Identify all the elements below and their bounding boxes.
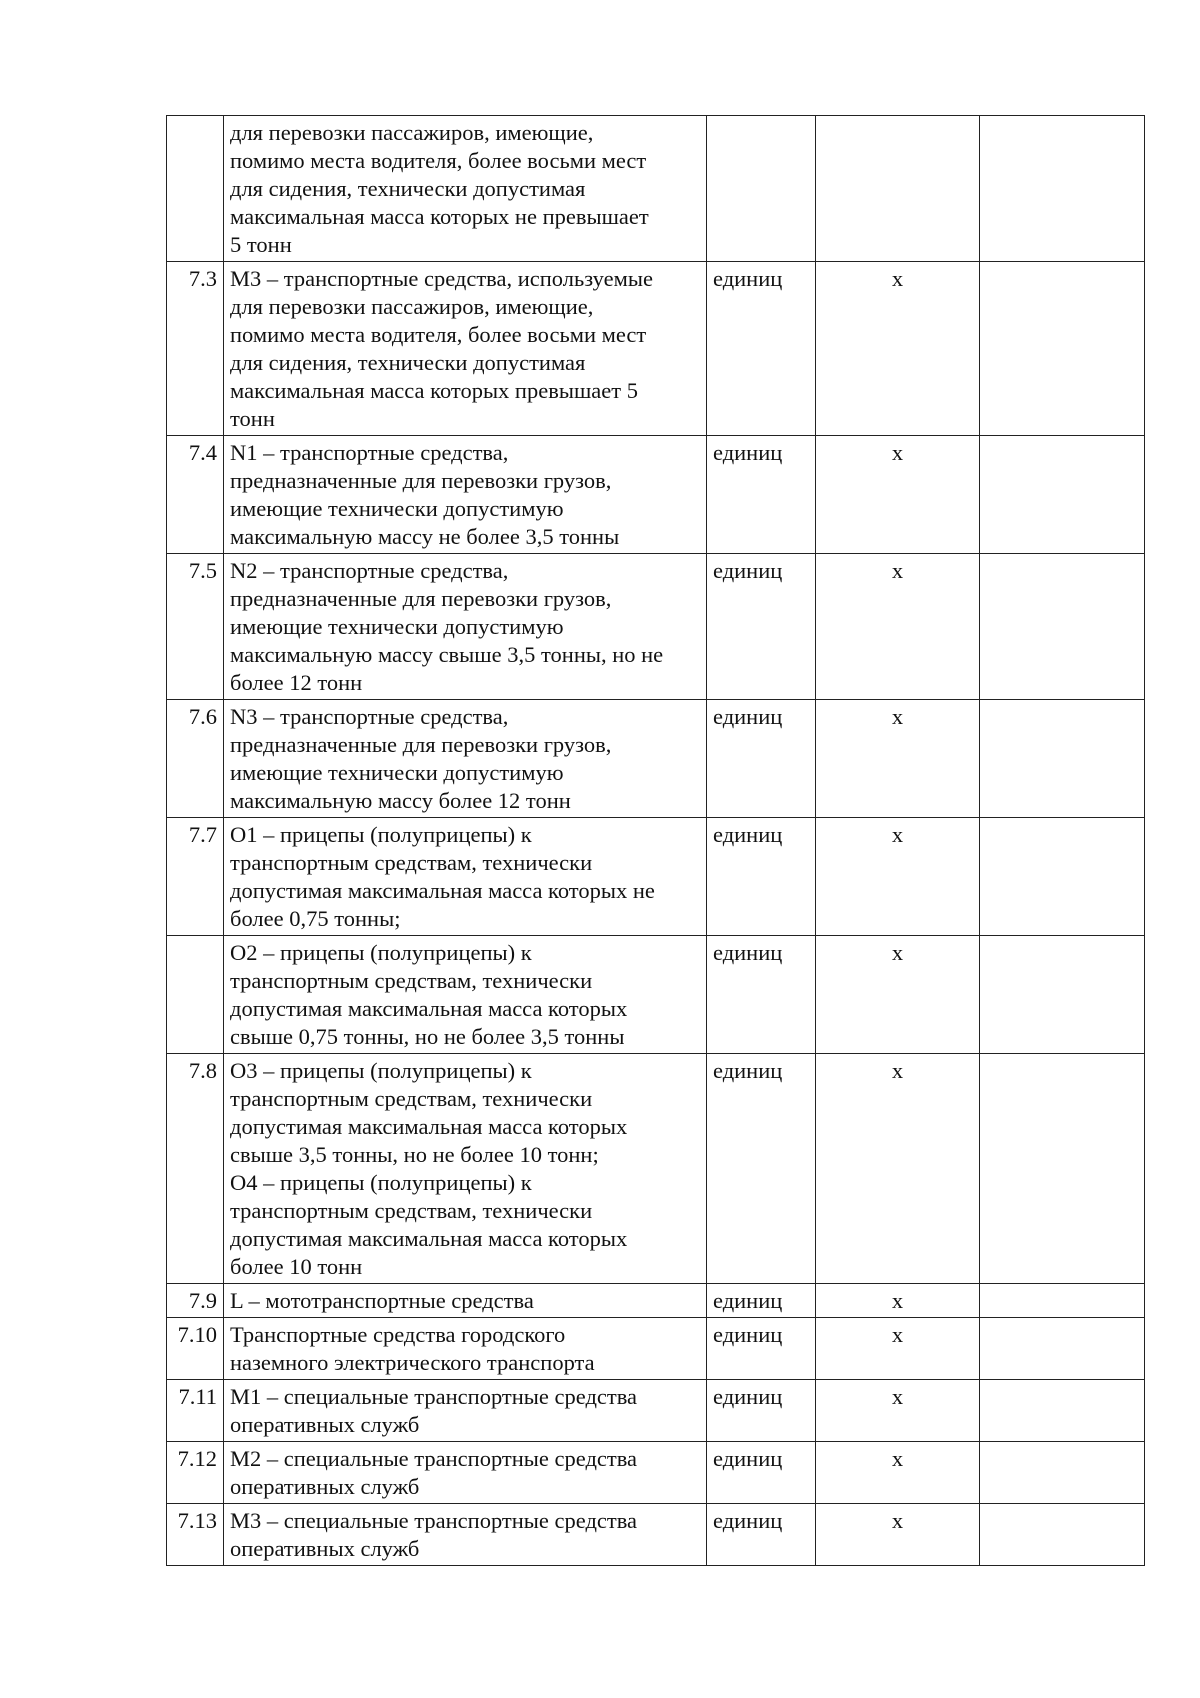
description-line: транспортным средствам, технически [230, 968, 593, 993]
description-line: наземного электрического транспорта [230, 1350, 595, 1375]
description-line: более 10 тонн [230, 1254, 363, 1279]
description-line: О3 – прицепы (полуприцепы) к [230, 1058, 532, 1083]
description-line: свыше 0,75 тонны, но не более 3,5 тонны [230, 1024, 625, 1049]
description-line: для перевозки пассажиров, имеющие, [230, 120, 594, 145]
description-line: допустимая максимальная масса которых [230, 996, 628, 1021]
row-number: 7.9 [167, 1284, 224, 1318]
table-row [167, 262, 1145, 436]
row-description [224, 1284, 707, 1318]
row-number: 7.8 [167, 1054, 224, 1284]
table-row [167, 1504, 1145, 1566]
row-value-mark: х [816, 700, 980, 818]
description-line: максимальная масса которых не превышает [230, 204, 649, 229]
description-line: допустимая максимальная масса которых [230, 1114, 628, 1139]
row-number: 7.12 [167, 1442, 224, 1504]
row-value-mark: х [816, 1504, 980, 1566]
row-description [224, 1504, 707, 1566]
description-line: Транспортные средства городского [230, 1322, 566, 1347]
row-empty-cell [980, 116, 1145, 262]
row-number: 7.10 [167, 1318, 224, 1380]
description-line: транспортным средствам, технически [230, 1086, 593, 1111]
row-value-mark: х [816, 1442, 980, 1504]
description-line: помимо места водителя, более восьми мест [230, 322, 647, 347]
row-description [224, 436, 707, 554]
row-unit: единиц [707, 262, 816, 436]
row-unit: единиц [707, 436, 816, 554]
row-empty-cell [980, 1054, 1145, 1284]
row-value-mark: х [816, 1284, 980, 1318]
description-line: N2 – транспортные средства, [230, 558, 509, 583]
description-line: оперативных служб [230, 1536, 420, 1561]
description-line: имеющие технически допустимую [230, 496, 564, 521]
description-line: имеющие технически допустимую [230, 760, 564, 785]
description-line: тонн [230, 406, 275, 431]
row-empty-cell [980, 1380, 1145, 1442]
description-line: максимальную массу более 12 тонн [230, 788, 571, 813]
description-line: М2 – специальные транспортные средства [230, 1446, 638, 1471]
row-unit: единиц [707, 700, 816, 818]
description-line: для перевозки пассажиров, имеющие, [230, 294, 594, 319]
row-unit: единиц [707, 1442, 816, 1504]
row-empty-cell [980, 1504, 1145, 1566]
description-line: предназначенные для перевозки грузов, [230, 586, 612, 611]
description-line: М3 – транспортные средства, используемые [230, 266, 653, 291]
description-line: оперативных служб [230, 1412, 420, 1437]
row-number: 7.4 [167, 436, 224, 554]
row-description [224, 262, 707, 436]
description-line: О1 – прицепы (полуприцепы) к [230, 822, 532, 847]
table-row [167, 936, 1145, 1054]
description-line: транспортным средствам, технически [230, 850, 593, 875]
table-row [167, 1284, 1145, 1318]
table-row [167, 554, 1145, 700]
row-value-mark: х [816, 936, 980, 1054]
description-line: О4 – прицепы (полуприцепы) к [230, 1170, 532, 1195]
row-unit [707, 116, 816, 262]
description-line: допустимая максимальная масса которых [230, 1226, 628, 1251]
row-description [224, 1318, 707, 1380]
description-line: N1 – транспортные средства, [230, 440, 509, 465]
description-line: более 0,75 тонны; [230, 906, 401, 931]
row-value-mark: х [816, 262, 980, 436]
row-empty-cell [980, 554, 1145, 700]
table-row [167, 1318, 1145, 1380]
row-unit: единиц [707, 1504, 816, 1566]
table-row [167, 818, 1145, 936]
description-line: 5 тонн [230, 232, 292, 257]
row-number: 7.5 [167, 554, 224, 700]
row-empty-cell [980, 436, 1145, 554]
row-description [224, 554, 707, 700]
description-line: допустимая максимальная масса которых не [230, 878, 655, 903]
table-row [167, 700, 1145, 818]
row-unit: единиц [707, 1318, 816, 1380]
row-number: 7.3 [167, 262, 224, 436]
row-number: 7.13 [167, 1504, 224, 1566]
row-number: 7.11 [167, 1380, 224, 1442]
row-empty-cell [980, 936, 1145, 1054]
row-value-mark: х [816, 1054, 980, 1284]
table-body [167, 116, 1145, 1566]
description-line: имеющие технически допустимую [230, 614, 564, 639]
row-value-mark: х [816, 436, 980, 554]
row-description [224, 936, 707, 1054]
row-number [167, 936, 224, 1054]
row-empty-cell [980, 1318, 1145, 1380]
row-empty-cell [980, 1442, 1145, 1504]
row-description [224, 1380, 707, 1442]
row-empty-cell [980, 262, 1145, 436]
description-line: для сидения, технически допустимая [230, 350, 586, 375]
row-description [224, 1442, 707, 1504]
description-line: N3 – транспортные средства, [230, 704, 509, 729]
description-line: предназначенные для перевозки грузов, [230, 732, 612, 757]
row-unit: единиц [707, 1380, 816, 1442]
row-description [224, 700, 707, 818]
row-number [167, 116, 224, 262]
description-line: L – мототранспортные средства [230, 1288, 534, 1313]
row-empty-cell [980, 700, 1145, 818]
row-number: 7.7 [167, 818, 224, 936]
description-line: максимальная масса которых превышает 5 [230, 378, 638, 403]
table-row [167, 116, 1145, 262]
description-line: свыше 3,5 тонны, но не более 10 тонн; [230, 1142, 599, 1167]
description-line: более 12 тонн [230, 670, 363, 695]
description-line: О2 – прицепы (полуприцепы) к [230, 940, 532, 965]
row-value-mark: х [816, 1318, 980, 1380]
description-line: предназначенные для перевозки грузов, [230, 468, 612, 493]
table-row [167, 1380, 1145, 1442]
row-unit: единиц [707, 1054, 816, 1284]
row-unit: единиц [707, 1284, 816, 1318]
row-value-mark: х [816, 1380, 980, 1442]
row-value-mark: х [816, 554, 980, 700]
row-description [224, 1054, 707, 1284]
description-line: для сидения, технически допустимая [230, 176, 586, 201]
description-line: помимо места водителя, более восьми мест [230, 148, 647, 173]
row-unit: единиц [707, 936, 816, 1054]
row-value-mark [816, 116, 980, 262]
table-row [167, 436, 1145, 554]
row-number: 7.6 [167, 700, 224, 818]
row-unit: единиц [707, 554, 816, 700]
table-row [167, 1054, 1145, 1284]
description-line: М1 – специальные транспортные средства [230, 1384, 638, 1409]
description-line: оперативных служб [230, 1474, 420, 1499]
description-line: транспортным средствам, технически [230, 1198, 593, 1223]
row-empty-cell [980, 818, 1145, 936]
description-line: М3 – специальные транспортные средства [230, 1508, 638, 1533]
row-value-mark: х [816, 818, 980, 936]
description-line: максимальную массу не более 3,5 тонны [230, 524, 620, 549]
row-description [224, 116, 707, 262]
vehicle-categories-table [166, 115, 1145, 1566]
row-empty-cell [980, 1284, 1145, 1318]
row-unit: единиц [707, 818, 816, 936]
table-row [167, 1442, 1145, 1504]
description-line: максимальную массу свыше 3,5 тонны, но не [230, 642, 664, 667]
row-description [224, 818, 707, 936]
